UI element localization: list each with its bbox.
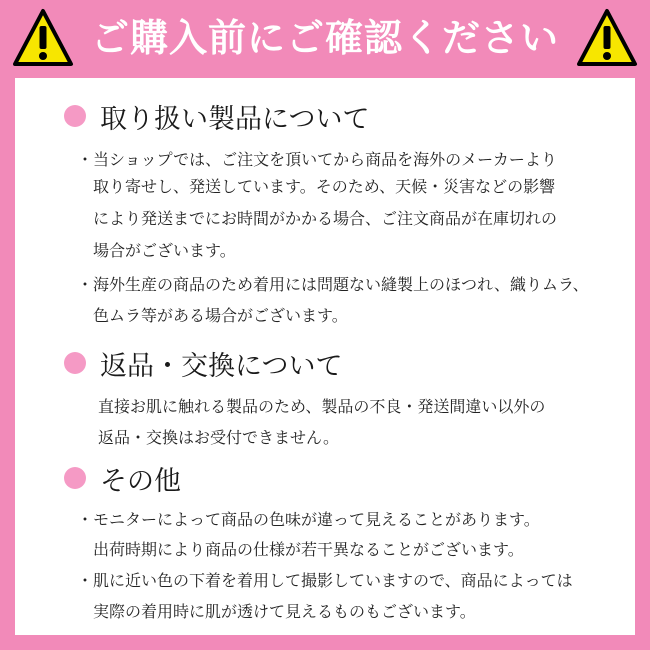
section-heading-returns — [64, 345, 342, 381]
section-title: 取り扱い製品について — [100, 103, 370, 135]
text-line: 取り寄せし、発送しています。そのため、天候・災害などの影響 — [93, 177, 556, 196]
section-title: その他 — [100, 465, 181, 497]
bullet-dot — [64, 352, 86, 374]
section-title: 返品・交換について — [100, 350, 343, 382]
notice-panel — [15, 78, 635, 635]
text-line: ・モニターによって商品の色味が違って見えることがあります。 — [77, 510, 540, 529]
text-line: により発送までにお時間がかかる場合、ご注文商品が在庫切れの — [93, 209, 558, 228]
text-line: 実際の着用時に肌が透けて見えるものもございます。 — [93, 602, 476, 621]
text-line: ・当ショップでは、ご注文を頂いてから商品を海外のメーカーより — [77, 150, 557, 169]
text-line: 場合がございます。 — [93, 241, 236, 260]
text-line: 返品・交換はお受付できません。 — [98, 428, 339, 447]
bullet-dot — [64, 467, 86, 489]
text-line: ・肌に近い色の下着を着用して撮影していますので、商品によっては — [77, 571, 573, 590]
text-line: 色ムラ等がある場合がございます。 — [93, 306, 348, 325]
text-line: 出荷時期により商品の仕様が若干異なることがございます。 — [93, 540, 524, 559]
warning-icon — [576, 8, 638, 68]
section-heading-other — [64, 460, 181, 496]
warning-icon — [12, 8, 74, 68]
section-heading-products — [64, 98, 369, 134]
header-banner — [0, 0, 650, 76]
bullet-dot — [64, 105, 86, 127]
text-line: ・海外生産の商品のため着用には問題ない縫製上のほつれ、織りムラ、 — [77, 275, 589, 294]
text-line: 直接お肌に触れる製品のため、製品の不良・発送間違い以外の — [98, 397, 546, 416]
page-title: ご購入前にご確認ください — [90, 16, 559, 60]
